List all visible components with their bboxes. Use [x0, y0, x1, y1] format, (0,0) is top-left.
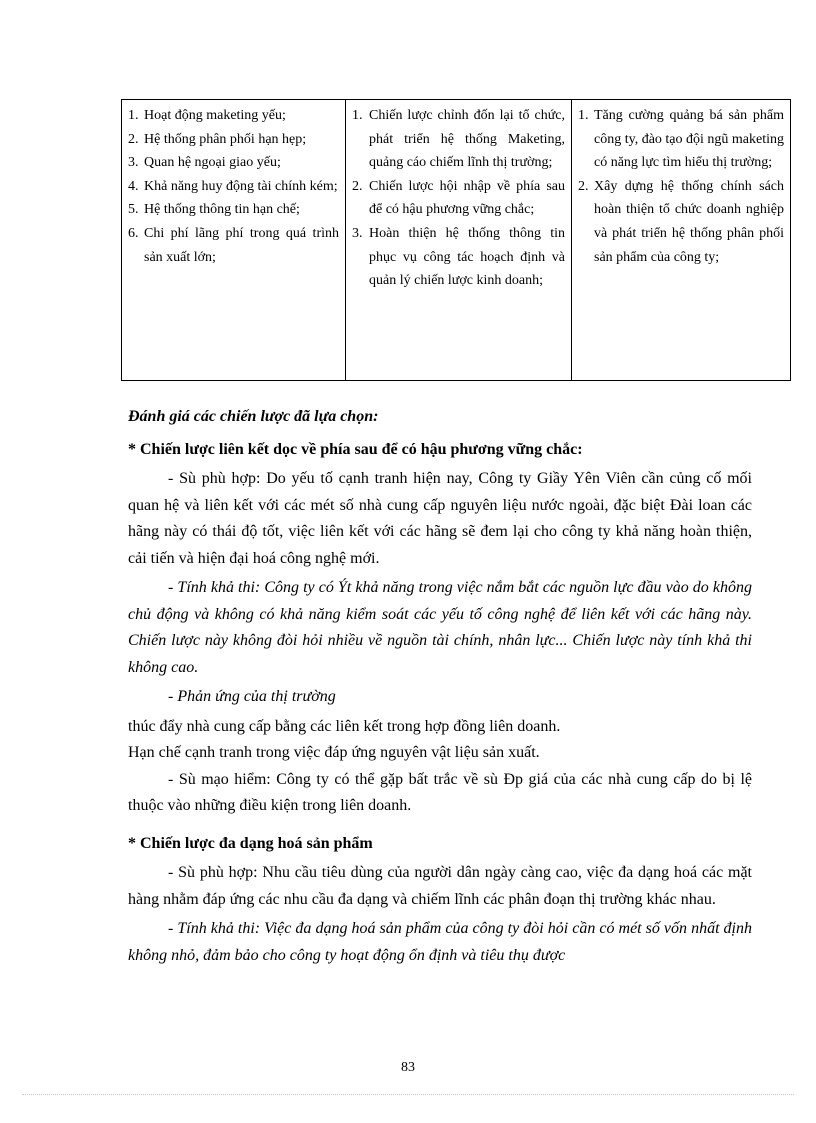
item-text: Xây dựng hệ thống chính sách hoàn thiện tổ chức doanh nghiệp và phát triển hệ thống phân phối sản phẩm của công ty;: [594, 178, 784, 265]
footer-divider: [22, 1094, 794, 1095]
body-text: [128, 404, 752, 969]
item-number: 1.: [128, 108, 139, 123]
item-text: Hệ thống phân phối hạn hẹp;: [144, 131, 307, 147]
item-text: Chiến lược hội nhập về phía sau để có hậu phương vững chắc;: [369, 178, 565, 218]
list-item: [578, 175, 784, 269]
paragraph-supplier-promotion: thúc đẩy nhà cung cấp bằng các liên kết trong hợp đồng liên doanh.: [128, 717, 561, 735]
item-text: Quan hệ ngoại giao yếu;: [144, 155, 281, 171]
solutions-cell: [572, 100, 791, 381]
section-heading-backward-integration: * Chiến lược liên kết dọc về phía sau để có hậu phương vững chắc:: [128, 440, 583, 458]
paragraph-competition-limit: Hạn chế cạnh tranh trong việc đáp ứng nguyên vật liệu sản xuất.: [128, 744, 540, 761]
solutions-list: [578, 104, 784, 269]
item-number: 2.: [578, 178, 589, 194]
paragraph-diversification-suitability: - Sù phù hợp: Nhu cầu tiêu dùng của người dân ngày càng cao, việc đa dạng hoá các mặt hàng nhằm đáp ứng các nhu cầu đa dạng và chiếm lĩnh các phân đoạn thị trường khác nhau.: [128, 864, 752, 908]
weaknesses-list: [128, 104, 339, 269]
item-number: 3.: [352, 225, 363, 241]
item-text: Hoạt động maketing yếu;: [144, 108, 286, 123]
list-item: [128, 104, 339, 128]
item-number: 5.: [128, 202, 139, 218]
list-item: [128, 151, 339, 175]
paragraph-market-reaction: - Phản ứng của thị trường: [168, 688, 336, 705]
item-number: 2.: [128, 131, 139, 147]
item-number: 6.: [128, 225, 139, 241]
list-item: [128, 222, 339, 269]
paragraph-risk: - Sù mạo hiểm: Công ty có thể gặp bất trắc về sù Đp giá của các nhà cung cấp do bị lệ thuộc vào những điều kiện trong liên doanh.: [128, 770, 752, 814]
item-number: 3.: [128, 155, 139, 171]
list-item: [128, 175, 339, 199]
paragraph-feasibility: - Tính khả thi: Công ty có Ýt khả năng trong việc nắm bắt các nguồn lực đầu vào do không chủ động và không có khả năng kiểm soát các yếu tố công nghệ để liên kết với các hãng này. Chiến lược này không đòi hỏi nhiều về nguồn tài chính, nhân lực... Chiến lược này tính khả thi không cao.: [128, 579, 752, 676]
item-number: 2.: [352, 178, 363, 194]
list-item: [578, 104, 784, 175]
page-number: 83: [401, 1060, 415, 1075]
item-number: 4.: [128, 178, 139, 194]
list-item: [128, 198, 339, 222]
item-number: 1.: [578, 108, 589, 123]
evaluation-heading: Đánh giá các chiến lược đã lựa chọn:: [128, 408, 379, 425]
paragraph-suitability: - Sù phù hợp: Do yếu tố cạnh tranh hiện nay, Công ty Giầy Yên Viên cần củng cố mối quan hệ và liên kết với các mét số nhà cung cấp nguyên liệu nước ngoài, đặc biệt Đài loan các hãng này có thái độ tốt, việc liên kết với các hãng sẽ đem lại cho công ty khả năng hoàn thiện, cải tiến và hiện đại hoá công nghệ mới.: [128, 470, 752, 567]
item-text: Khả năng huy động tài chính kém;: [144, 178, 338, 194]
item-text: Tăng cường quảng bá sản phẩm công ty, đào tạo đội ngũ maketing có năng lực tìm hiểu thị trường;: [594, 108, 784, 171]
item-text: Chi phí lãng phí trong quá trình sản xuất lớn;: [144, 225, 339, 265]
list-item: [128, 128, 339, 152]
weaknesses-cell: [122, 100, 346, 381]
table-row: [122, 100, 791, 381]
section-heading-diversification: * Chiến lược đa dạng hoá sản phẩm: [128, 834, 373, 852]
strategies-cell: [346, 100, 572, 381]
list-item: [352, 222, 565, 293]
item-number: 1.: [352, 108, 363, 123]
list-item: [352, 175, 565, 222]
list-item: [352, 104, 565, 175]
item-text: Chiến lược chỉnh đốn lại tổ chức, phát triển hệ thống Maketing, quảng cáo chiếm lĩnh thị trường;: [369, 108, 565, 171]
item-text: Hoàn thiện hệ thống thông tin phục vụ công tác hoạch định và quản lý chiến lược kinh doanh;: [369, 225, 565, 289]
paragraph-diversification-feasibility: - Tính khả thi: Việc đa dạng hoá sản phẩm của công ty đòi hỏi cần có mét số vốn nhất định không nhỏ, đảm bảo cho công ty hoạt động ổn định và tiêu thụ được: [128, 920, 752, 964]
item-text: Hệ thống thông tin hạn chế;: [144, 202, 300, 218]
strategies-list: [352, 104, 565, 293]
strategy-table: [121, 99, 791, 381]
